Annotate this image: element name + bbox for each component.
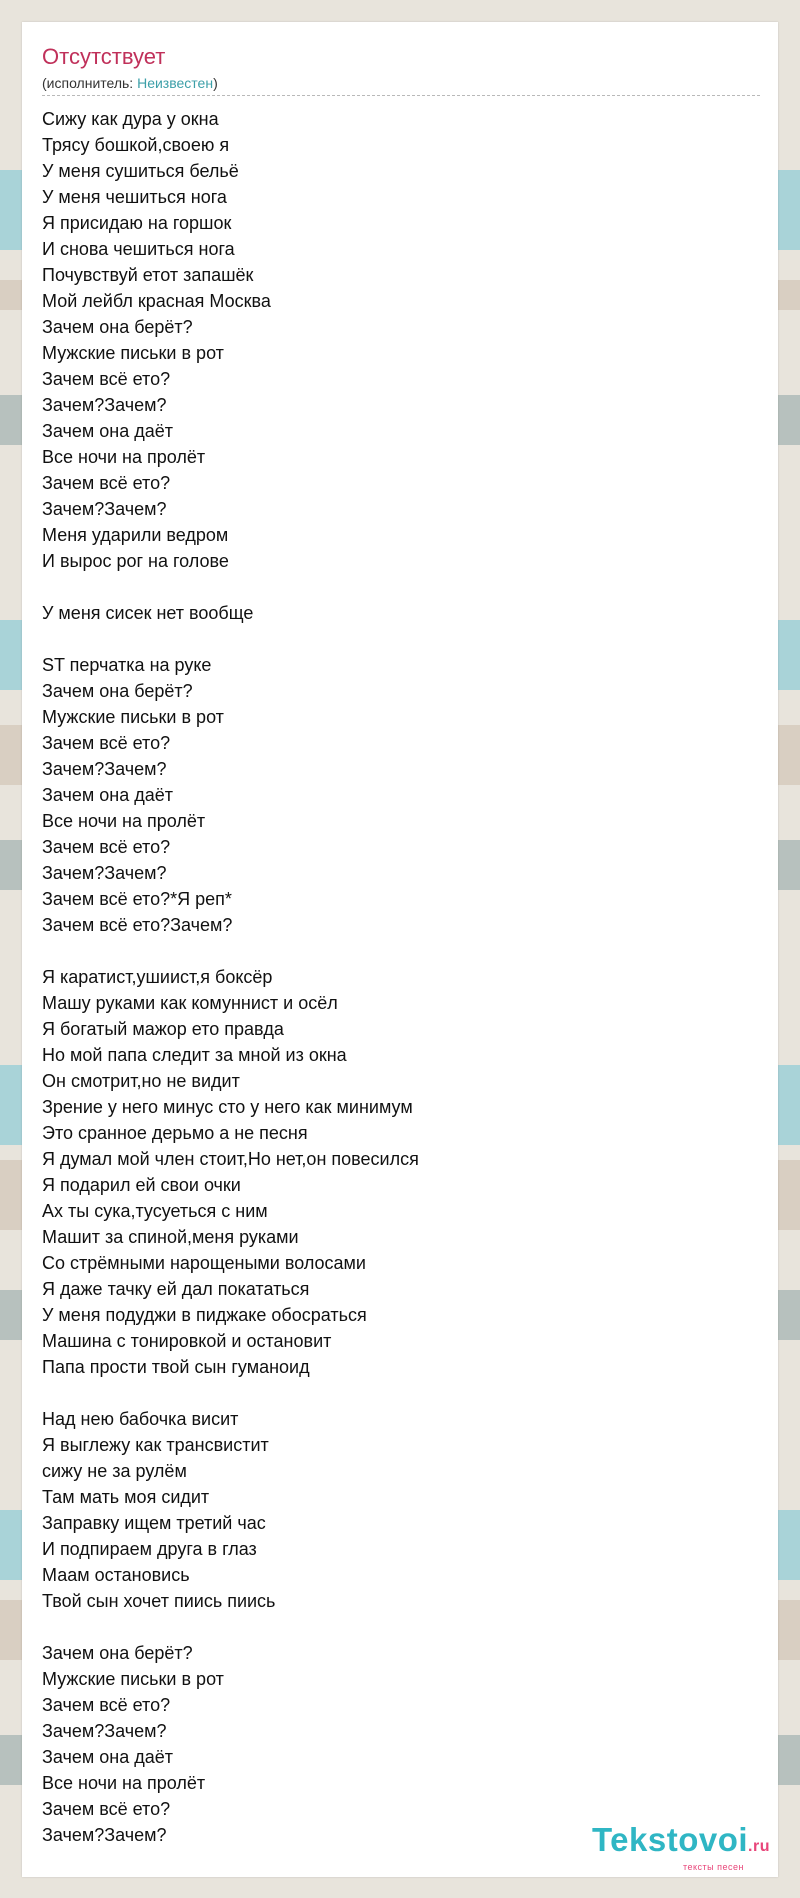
lyrics-line: Зачем она берёт? [42, 1643, 193, 1663]
lyrics-line: Зачем?Зачем? [42, 499, 167, 519]
lyrics-line: Мужские письки в рот [42, 707, 224, 727]
lyrics-line: Зачем она даёт [42, 421, 173, 441]
lyrics-line: Со стрёмными нарощеными волосами [42, 1253, 366, 1273]
lyrics-line: У меня сисек нет вообще [42, 603, 254, 623]
lyrics-line: Я каратист,ушиист,я боксёр [42, 967, 273, 987]
lyrics-line: Мой лейбл красная Москва [42, 291, 271, 311]
lyrics-line: ST перчатка на руке [42, 655, 212, 675]
lyrics-line: Заправку ищем третий час [42, 1513, 266, 1533]
lyrics-line: Там мать моя сидит [42, 1487, 210, 1507]
lyrics-line: Зачем всё ето? [42, 837, 171, 857]
lyrics-blank-line [42, 574, 742, 600]
lyrics-line: Я даже тачку ей дал покататься [42, 1279, 310, 1299]
lyrics-line: Зачем всё ето? [42, 369, 171, 389]
lyrics-line: Я думал мой член стоит,Но нет,он повесился [42, 1149, 419, 1169]
artist-prefix: (исполнитель: [42, 75, 138, 91]
lyrics-line: Я выглежу как трансвистит [42, 1435, 269, 1455]
lyrics-line: У меня сушиться бельё [42, 161, 239, 181]
lyrics-line: И вырос рог на голове [42, 551, 229, 571]
lyrics-line: Машина с тонировкой и остановит [42, 1331, 332, 1351]
lyrics-text [42, 106, 742, 1848]
lyrics-line: Ах ты сука,тусуеться с ним [42, 1201, 268, 1221]
lyrics-line: Трясу бошкой,своею я [42, 135, 230, 155]
lyrics-line: Мужские письки в рот [42, 1669, 224, 1689]
lyrics-card [22, 22, 778, 1877]
lyrics-blank-line [42, 1380, 742, 1406]
lyrics-line: Все ночи на пролёт [42, 447, 206, 467]
lyrics-blank-line [42, 1614, 742, 1640]
lyrics-line: И подпираем друга в глаз [42, 1539, 257, 1559]
lyrics-line: Зачем всё ето? [42, 1695, 171, 1715]
lyrics-line: Зачем она даёт [42, 1747, 173, 1767]
lyrics-blank-line [42, 938, 742, 964]
lyrics-line: Зачем всё ето? [42, 473, 171, 493]
lyrics-line: Я подарил ей свои очки [42, 1175, 241, 1195]
lyrics-blank-line [42, 626, 742, 652]
lyrics-line: Все ночи на пролёт [42, 811, 206, 831]
artist-suffix: ) [213, 75, 218, 91]
lyrics-line: Зачем всё ето? [42, 1799, 171, 1819]
logo-main-text: Tekstovoi [591, 1821, 749, 1858]
lyrics-line: Машит за спиной,меня руками [42, 1227, 299, 1247]
lyrics-line: Сижу как дура у окна [42, 109, 219, 129]
lyrics-line: Машу руками как комуннист и осёл [42, 993, 338, 1013]
artist-line [42, 74, 758, 92]
logo-tld: .ru [748, 1838, 770, 1855]
lyrics-line: Он смотрит,но не видит [42, 1071, 240, 1091]
lyrics-line: У меня подуджи в пиджаке обосраться [42, 1305, 367, 1325]
lyrics-line: Мужские письки в рот [42, 343, 224, 363]
lyrics-line: Но мой папа следит за мной из окна [42, 1045, 347, 1065]
lyrics-line: Я присидаю на горшок [42, 213, 232, 233]
lyrics-line: Меня ударили ведром [42, 525, 229, 545]
lyrics-line: Зачем всё ето? [42, 733, 171, 753]
lyrics-line: Я богатый мажор ето правда [42, 1019, 284, 1039]
header-divider [42, 95, 760, 96]
lyrics-line: Это сранное дерьмо а не песня [42, 1123, 308, 1143]
site-logo[interactable] [560, 1821, 770, 1872]
lyrics-line: Зачем всё ето?Зачем? [42, 915, 233, 935]
lyrics-line: Зачем она берёт? [42, 317, 193, 337]
lyrics-line: Зачем всё ето?*Я реп* [42, 889, 232, 909]
lyrics-line: Зачем?Зачем? [42, 1825, 167, 1845]
lyrics-line: У меня чешиться нога [42, 187, 227, 207]
lyrics-line: Зачем?Зачем? [42, 759, 167, 779]
artist-link[interactable]: Неизвестен [137, 75, 214, 91]
lyrics-line: Зачем?Зачем? [42, 395, 167, 415]
lyrics-line: Над нею бабочка висит [42, 1409, 239, 1429]
lyrics-line: Зрение у него минус сто у него как минимум [42, 1097, 413, 1117]
lyrics-line: Маам остановись [42, 1565, 190, 1585]
lyrics-line: И снова чешиться нога [42, 239, 235, 259]
logo-tagline: тексты песен [682, 1862, 744, 1872]
lyrics-line: сижу не за рулём [42, 1461, 187, 1481]
lyrics-line: Зачем она берёт? [42, 681, 193, 701]
lyrics-line: Зачем?Зачем? [42, 1721, 167, 1741]
lyrics-line: Почувствуй етот запашёк [42, 265, 254, 285]
song-title: Отсутствует [42, 44, 166, 69]
lyrics-line: Твой сын хочет пиись пиись [42, 1591, 276, 1611]
song-header [42, 44, 758, 96]
lyrics-line: Зачем?Зачем? [42, 863, 167, 883]
lyrics-line: Папа прости твой сын гуманоид [42, 1357, 310, 1377]
lyrics-line: Зачем она даёт [42, 785, 173, 805]
lyrics-line: Все ночи на пролёт [42, 1773, 206, 1793]
